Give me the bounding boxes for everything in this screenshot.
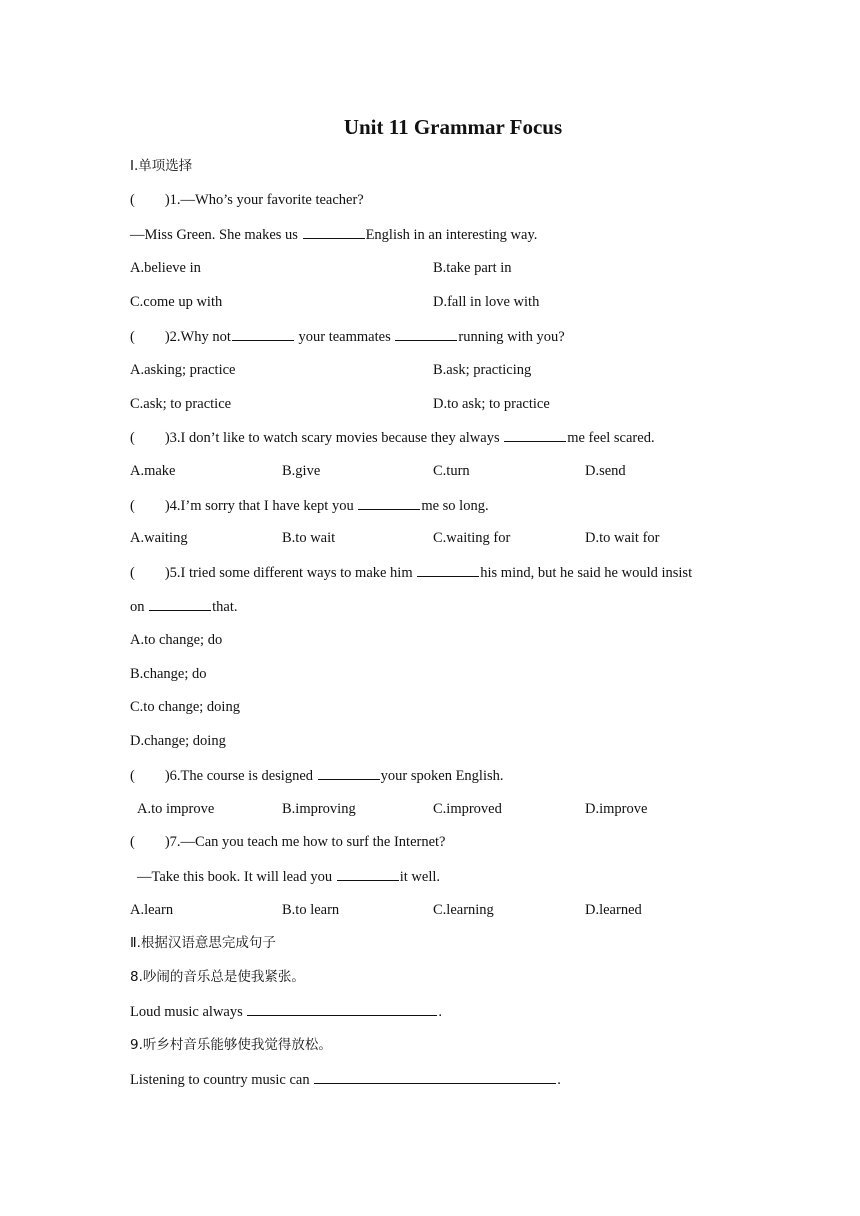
q3-option-d[interactable]: D.send [585, 463, 626, 479]
q5-stem [130, 562, 692, 583]
q4-option-c[interactable]: C.waiting for [433, 530, 511, 546]
q6-option-a[interactable]: A.to improve [137, 801, 215, 817]
q1-option-a[interactable]: A.believe in [130, 260, 201, 276]
q7-option-b[interactable]: B.to learn [282, 902, 340, 918]
q7-option-a[interactable]: A.learn [130, 902, 174, 918]
section1-heading: Ⅰ.单项选择 [130, 158, 193, 174]
q2-stem [130, 326, 565, 347]
q5-blank-1[interactable] [417, 562, 479, 577]
q5-stem2-a: on [130, 599, 149, 615]
q9-english [130, 1069, 561, 1090]
q7-stem2 [137, 866, 440, 887]
q5-stem2-b: that. [212, 599, 238, 615]
q5-stem2 [130, 596, 238, 617]
q8-blank[interactable] [247, 1001, 437, 1016]
q3-option-b[interactable]: B.give [282, 463, 321, 479]
q9-blank[interactable] [314, 1069, 556, 1084]
q6-stem-a: )6.The course is designed [164, 768, 317, 784]
q7-option-c[interactable]: C.learning [433, 902, 494, 918]
q2-option-b[interactable]: B.ask; practicing [433, 362, 532, 378]
q8-english [130, 1001, 442, 1022]
answer-paren-open: ( [130, 498, 135, 514]
q2-stem-a: )2.Why not [164, 329, 231, 345]
page-title: Unit 11 Grammar Focus [343, 115, 563, 139]
q6-blank[interactable] [318, 765, 380, 780]
q3-stem-b: me feel scared. [567, 430, 655, 446]
q2-stem-b: your teammates [294, 329, 395, 345]
q1-option-d[interactable]: D.fall in love with [433, 294, 540, 310]
q5-blank-2[interactable] [149, 596, 211, 611]
section2-heading: Ⅱ.根据汉语意思完成句子 [130, 935, 276, 951]
q5-stem-a: )5.I tried some different ways to make him [164, 565, 417, 581]
q7-stem-text: )7.—Can you teach me how to surf the Internet? [164, 834, 446, 850]
q9-english-b: . [557, 1072, 561, 1088]
q5-option-b[interactable]: B.change; do [130, 666, 207, 682]
q3-stem [130, 427, 655, 448]
q7-option-d[interactable]: D.learned [585, 902, 642, 918]
q5-option-a[interactable]: A.to change; do [130, 632, 223, 648]
answer-paren-open: ( [130, 329, 135, 345]
q5-option-d[interactable]: D.change; doing [130, 733, 226, 749]
q4-stem-b: me so long. [421, 498, 489, 514]
q2-blank-1[interactable] [232, 326, 294, 341]
answer-paren-open: ( [130, 834, 135, 850]
q7-stem2-a: —Take this book. It will lead you [137, 869, 336, 885]
q4-option-d[interactable]: D.to wait for [585, 530, 660, 546]
q1-stem2-b: English in an interesting way. [365, 227, 538, 243]
q1-stem-text: )1.—Who’s your favorite teacher? [164, 192, 364, 208]
q9-english-a: Listening to country music can [130, 1072, 314, 1088]
q3-stem-a: )3.I don’t like to watch scary movies because they always [164, 430, 504, 446]
q6-stem-b: your spoken English. [380, 768, 504, 784]
q2-blank-2[interactable] [395, 326, 457, 341]
q2-stem-c: running with you? [458, 329, 565, 345]
q2-option-c[interactable]: C.ask; to practice [130, 396, 232, 412]
q6-option-c[interactable]: C.improved [433, 801, 502, 817]
q9-chinese: 9.听乡村音乐能够使我觉得放松。 [130, 1037, 332, 1053]
q6-option-d[interactable]: D.improve [585, 801, 648, 817]
q7-stem [130, 832, 446, 852]
q8-english-a: Loud music always [130, 1004, 247, 1020]
q8-english-b: . [438, 1004, 443, 1020]
q8-chinese: 8.吵闹的音乐总是使我紧张。 [130, 969, 305, 985]
q6-stem [130, 765, 504, 786]
q5-option-c[interactable]: C.to change; doing [130, 699, 240, 715]
q1-stem [130, 190, 364, 210]
q1-stem2-a: —Miss Green. She makes us [130, 227, 302, 243]
q6-option-b[interactable]: B.improving [282, 801, 356, 817]
q4-option-a[interactable]: A.waiting [130, 530, 188, 546]
q2-option-a[interactable]: A.asking; practice [130, 362, 236, 378]
q7-stem2-b: it well. [399, 869, 441, 885]
q4-blank[interactable] [358, 495, 420, 510]
q2-option-d[interactable]: D.to ask; to practice [433, 396, 550, 412]
q1-option-c[interactable]: C.come up with [130, 294, 223, 310]
q4-stem-a: )4.I’m sorry that I have kept you [164, 498, 358, 514]
answer-paren-open: ( [130, 768, 135, 784]
q7-blank[interactable] [337, 866, 399, 881]
q1-option-b[interactable]: B.take part in [433, 260, 512, 276]
answer-paren-open: ( [130, 192, 135, 208]
answer-paren-open: ( [130, 430, 135, 446]
answer-paren-open: ( [130, 565, 135, 581]
q1-stem2 [130, 224, 537, 245]
q3-option-a[interactable]: A.make [130, 463, 176, 479]
q3-blank[interactable] [504, 427, 566, 442]
q4-stem [130, 495, 489, 516]
q4-option-b[interactable]: B.to wait [282, 530, 336, 546]
q5-stem-b: his mind, but he said he would insist [480, 565, 693, 581]
q1-blank[interactable] [303, 224, 365, 239]
q3-option-c[interactable]: C.turn [433, 463, 470, 479]
